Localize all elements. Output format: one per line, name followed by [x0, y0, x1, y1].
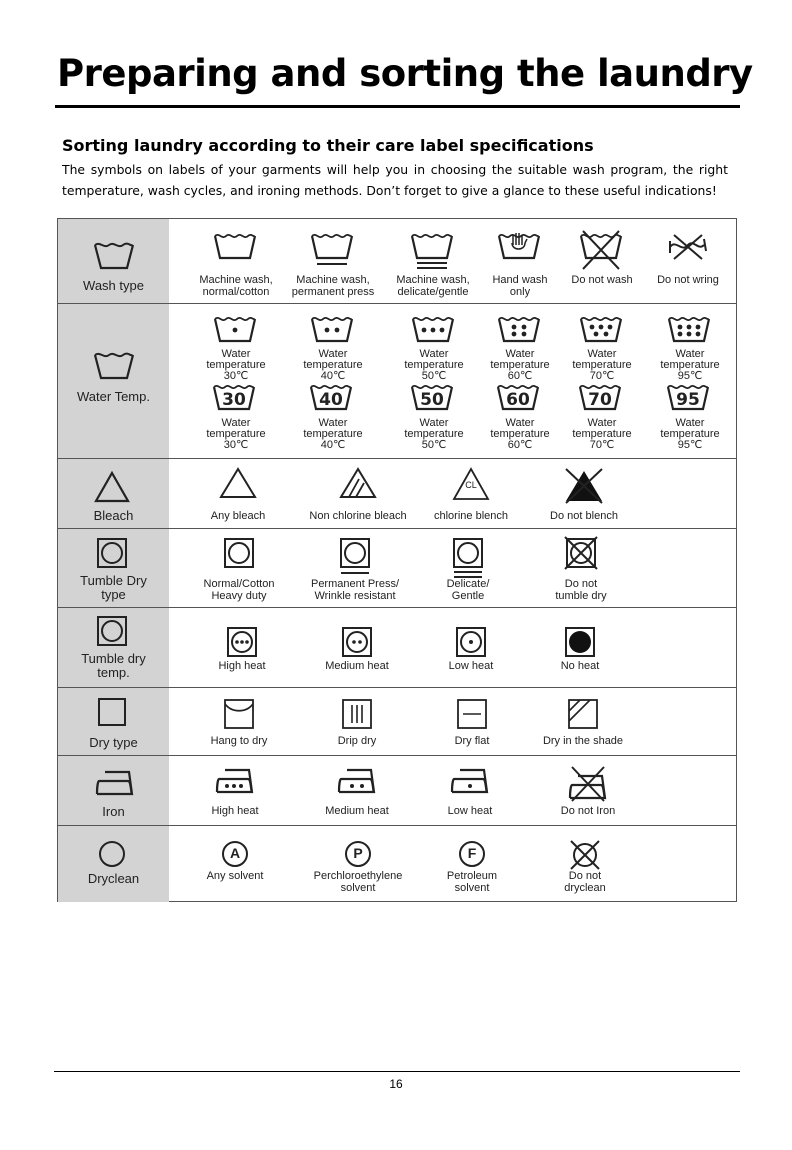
wash-50-icon [411, 382, 457, 414]
dry-flat-icon [457, 699, 487, 729]
row-header [58, 219, 169, 303]
symbol-caption: Non chlorine bleach [309, 510, 407, 522]
row-iron [58, 756, 736, 826]
symbol-caption: Delicate/ Gentle [446, 578, 490, 602]
footer-rule [54, 1071, 740, 1072]
wash-3-dots-icon [412, 314, 456, 346]
symbol-caption: Medium heat [325, 805, 389, 817]
symbol-caption: Water temperature 95℃ [660, 417, 720, 451]
symbol-caption: High heat [218, 660, 266, 672]
wash-6-dots-icon [668, 314, 712, 346]
symbol-caption: Medium heat [325, 660, 389, 672]
drip-dry-icon [342, 699, 372, 729]
dry-square-icon [98, 698, 126, 726]
row-header [58, 688, 169, 755]
wash-4-dots-icon [498, 314, 542, 346]
symbol-caption: Low heat [448, 660, 494, 672]
symbol-caption: Machine wash, delicate/gentle [396, 274, 470, 298]
page-title: Preparing and sorting the laundry [57, 52, 753, 95]
any-bleach-icon [219, 467, 257, 499]
symbol-caption: Do not wash [571, 274, 633, 286]
symbol-caption: Do not dryclean [564, 870, 606, 894]
row-tumble-dry-type [58, 529, 736, 608]
symbol-caption: Machine wash, normal/cotton [199, 274, 273, 298]
symbol-caption: No heat [560, 660, 600, 672]
tumble-dry-icon [97, 538, 127, 568]
symbol-caption: Water temperature 95℃ [660, 348, 720, 382]
symbol-caption: Petroleum solvent [446, 870, 498, 894]
svg-text:50: 50 [420, 390, 444, 410]
page-number: 16 [389, 1077, 403, 1091]
symbol-caption: Dry in the shade [542, 735, 624, 747]
tumble-high-heat-icon [226, 626, 258, 658]
symbol-caption: Water temperature 60℃ [490, 348, 550, 382]
symbol-caption: Any solvent [206, 870, 264, 882]
symbol-caption: Drip dry [337, 735, 377, 747]
row-header [58, 756, 169, 825]
wash-30-icon [213, 382, 259, 414]
tumble-normal-icon [223, 537, 255, 569]
row-wash-type [58, 219, 736, 304]
symbol-caption: Water temperature 70℃ [572, 348, 632, 382]
symbol-caption: Water temperature 50℃ [404, 417, 464, 451]
do-not-dryclean-icon [570, 840, 600, 870]
intro-paragraph: The symbols on labels of your garments will help you in choosing the suitable wash program, the right temperature, wash cycles, and ironing methods. Don’t forget to give a glance to these useful indications! [62, 162, 728, 198]
symbol-caption: Do not blench [550, 510, 618, 522]
do-not-bleach-icon [562, 467, 606, 505]
symbol-caption: Permanent Press/ Wrinkle resistant [310, 578, 400, 602]
symbol-caption: Water temperature 50℃ [404, 348, 464, 382]
symbol-caption: Machine wash, permanent press [291, 274, 375, 298]
do-not-iron-icon [568, 767, 608, 803]
do-not-wring-icon [666, 231, 710, 263]
dryclean-petroleum-icon [458, 840, 486, 868]
section-heading: Sorting laundry according to their care label specifications [62, 136, 594, 155]
symbol-caption: Low heat [447, 805, 493, 817]
symbol-badge: F [467, 845, 477, 861]
svg-text:30: 30 [222, 390, 246, 410]
non-chlorine-bleach-icon [339, 467, 377, 499]
wash-70-icon [579, 382, 625, 414]
symbol-caption: Do not Iron [560, 805, 616, 817]
row-header [58, 529, 169, 607]
symbol-caption: Perchloroethylene solvent [313, 870, 403, 894]
row-bleach [58, 459, 736, 529]
iron-high-heat-icon [215, 767, 255, 795]
tumble-low-heat-icon [455, 626, 487, 658]
symbol-caption: Normal/Cotton Heavy duty [203, 578, 275, 602]
wash-1-dot-icon [214, 314, 258, 346]
row-header-label: Wash type [83, 278, 144, 293]
row-header [58, 826, 169, 902]
wash-2-dots-icon [311, 314, 355, 346]
symbol-caption: chlorine blench [434, 510, 508, 522]
symbol-caption: Water temperature 60℃ [490, 417, 550, 451]
row-header-label: Dryclean [87, 871, 140, 886]
symbol-caption: Water temperature 30℃ [206, 417, 266, 451]
svg-text:70: 70 [588, 390, 612, 410]
row-water-temp [58, 304, 736, 459]
symbol-caption: Do not tumble dry [555, 578, 607, 602]
iron-icon [95, 769, 133, 797]
bleach-triangle-icon [94, 471, 130, 503]
wash-tub-icon [94, 240, 134, 270]
machine-wash-icon [214, 231, 258, 263]
row-header-label: Dry type [89, 735, 138, 750]
dry-in-shade-icon [568, 699, 598, 729]
dryclean-any-solvent-icon [221, 840, 249, 868]
wash-60-icon [497, 382, 543, 414]
row-dry-type [58, 688, 736, 756]
svg-text:40: 40 [319, 390, 343, 410]
wash-95-icon [667, 382, 713, 414]
row-header-label: Iron [102, 804, 125, 819]
symbol-caption: Water temperature 40℃ [303, 417, 363, 451]
do-not-wash-icon [580, 231, 624, 271]
svg-text:95: 95 [676, 390, 700, 410]
svg-text:60: 60 [506, 390, 530, 410]
tumble-no-heat-icon [564, 626, 596, 658]
care-label-table [57, 218, 737, 902]
symbol-badge: CL [465, 480, 477, 490]
machine-wash-delicate-icon [411, 231, 455, 271]
row-header [58, 459, 169, 528]
wash-40-icon [310, 382, 356, 414]
symbol-caption: Dry flat [454, 735, 490, 747]
row-header-label: Tumble Dry type [80, 573, 147, 602]
chlorine-bleach-icon [452, 467, 490, 501]
do-not-tumble-dry-icon [565, 537, 597, 569]
symbol-caption: Water temperature 30℃ [206, 348, 266, 382]
row-header [58, 304, 169, 458]
row-tumble-dry-temp [58, 608, 736, 688]
dryclean-perchloroethylene-icon [344, 840, 372, 868]
title-rule [55, 105, 740, 108]
row-header [58, 608, 169, 687]
symbol-caption: Water temperature 70℃ [572, 417, 632, 451]
tumble-delicate-icon [452, 537, 484, 579]
hand-wash-icon [498, 231, 542, 263]
symbol-caption: High heat [211, 805, 259, 817]
machine-wash-permanent-press-icon [311, 231, 355, 267]
iron-medium-heat-icon [337, 767, 377, 795]
symbol-caption: Do not wring [657, 274, 719, 286]
tumble-medium-heat-icon [341, 626, 373, 658]
iron-low-heat-icon [450, 767, 490, 795]
symbol-caption: Hand wash only [492, 274, 548, 298]
row-dryclean [58, 826, 736, 902]
hang-to-dry-icon [224, 699, 254, 729]
symbol-caption: Hang to dry [210, 735, 268, 747]
row-header-label: Bleach [93, 508, 134, 523]
dryclean-circle-icon [98, 840, 126, 868]
symbol-badge: P [353, 845, 363, 861]
tumble-dry-icon [97, 616, 127, 646]
symbol-caption: Water temperature 40℃ [303, 348, 363, 382]
tumble-permanent-press-icon [339, 537, 371, 575]
wash-5-dots-icon [580, 314, 624, 346]
wash-tub-icon [94, 350, 134, 380]
symbol-caption: Any bleach [210, 510, 266, 522]
row-header-label: Tumble dry temp. [81, 651, 146, 680]
symbol-badge: A [229, 845, 241, 861]
row-header-label: Water Temp. [77, 389, 150, 404]
